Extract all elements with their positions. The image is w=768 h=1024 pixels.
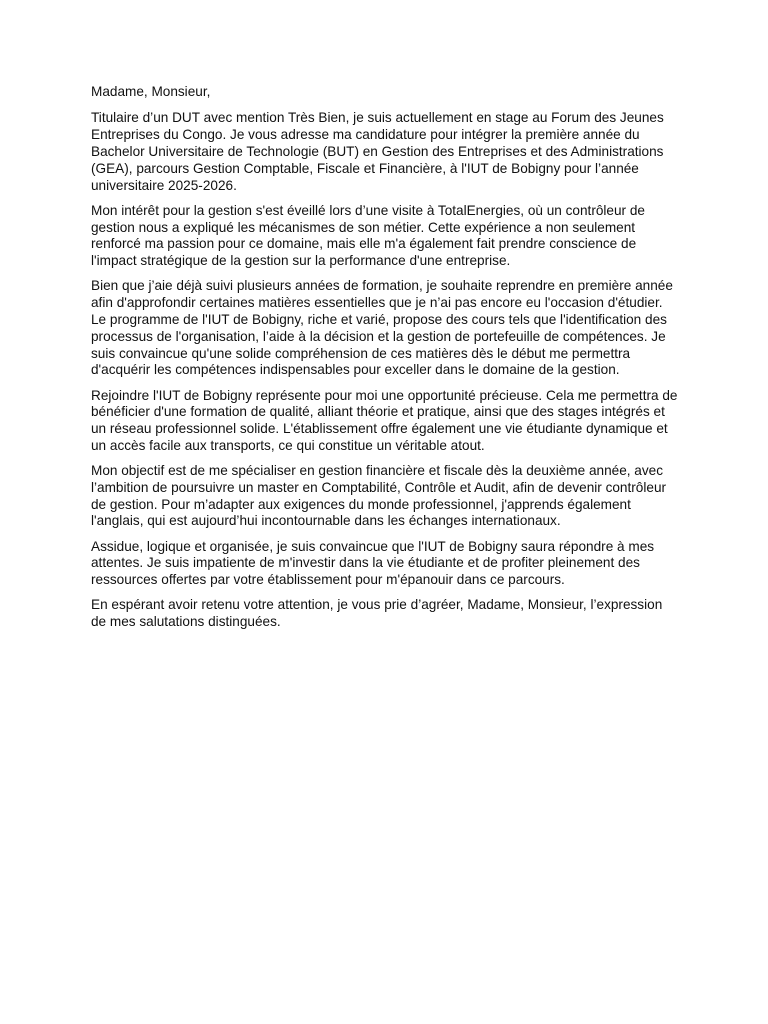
paragraph-qualities: Assidue, logique et organisée, je suis convaincue que l'IUT de Bobigny saura répondre à mes attentes. Je suis impatiente de m'investir dans la vie étudiante et de profiter pleinement des ressources offertes par votre établissement pour m'épanouir dans ce parcours. xyxy=(91,538,655,588)
paragraph-closing: En espérant avoir retenu votre attention, je vous prie d’agréer, Madame, Monsieur, l’expression de mes salutations distinguées. xyxy=(91,597,663,630)
paragraph-motivation: Mon intérêt pour la gestion s'est éveillé lors d’une visite à TotalEnergies, où un contrôleur de gestion nous a expliqué les mécanismes de son métier. Cette expérience a non seulement renforcé ma passion pour ce domaine, mais elle m'a également fait prendre conscience de l'impact stratégique de la gestion sur la performance d'une entreprise. xyxy=(91,202,645,269)
cover-letter xyxy=(91,84,681,639)
letter-salutation: Madame, Monsieur, xyxy=(91,84,211,99)
paragraph-program: Bien que j’aie déjà suivi plusieurs années de formation, je souhaite reprendre en première année afin d'approfondir certaines matières essentielles que je n’ai pas encore eu l'occasion d'étudier. Le programme de l'IUT de Bobigny, riche et varié, propose des cours tels que l'identification des processus de l'organisation, l’aide à la décision et la gestion de portefeuille de compétences. Je suis convaincue qu'une solide compréhension de ces matières dès le début me permettra d'acquérir les compétences indispensables pour exceller dans le domaine de la gestion. xyxy=(91,278,673,378)
paragraph-introduction: Titulaire d’un DUT avec mention Très Bien, je suis actuellement en stage au Forum des Jeunes Entreprises du Congo. Je vous adresse ma candidature pour intégrer la première année du Bachelor Universitaire de Technologie (BUT) en Gestion des Entreprises et des Administrations (GEA), parcours Gestion Comptable, Fiscale et Financière, à l'IUT de Bobigny pour l’année universitaire 2025-2026. xyxy=(91,110,664,193)
paragraph-institution: Rejoindre l'IUT de Bobigny représente pour moi une opportunité précieuse. Cela me permettra de bénéficier d'une formation de qualité, alliant théorie et pratique, ainsi que des stages intégrés et un réseau professionnel solide. L'établissement offre également une vie étudiante dynamique et un accès facile aux transports, ce qui constitue un véritable atout. xyxy=(91,387,678,453)
paragraph-objective: Mon objectif est de me spécialiser en gestion financière et fiscale dès la deuxième année, avec l’ambition de poursuivre un master en Comptabilité, Contrôle et Audit, afin de devenir contrôleur de gestion. Pour m’adapter aux exigences du monde professionnel, j'apprends également l'anglais, qui est aujourd’hui incontournable dans les échanges internationaux. xyxy=(91,463,667,529)
